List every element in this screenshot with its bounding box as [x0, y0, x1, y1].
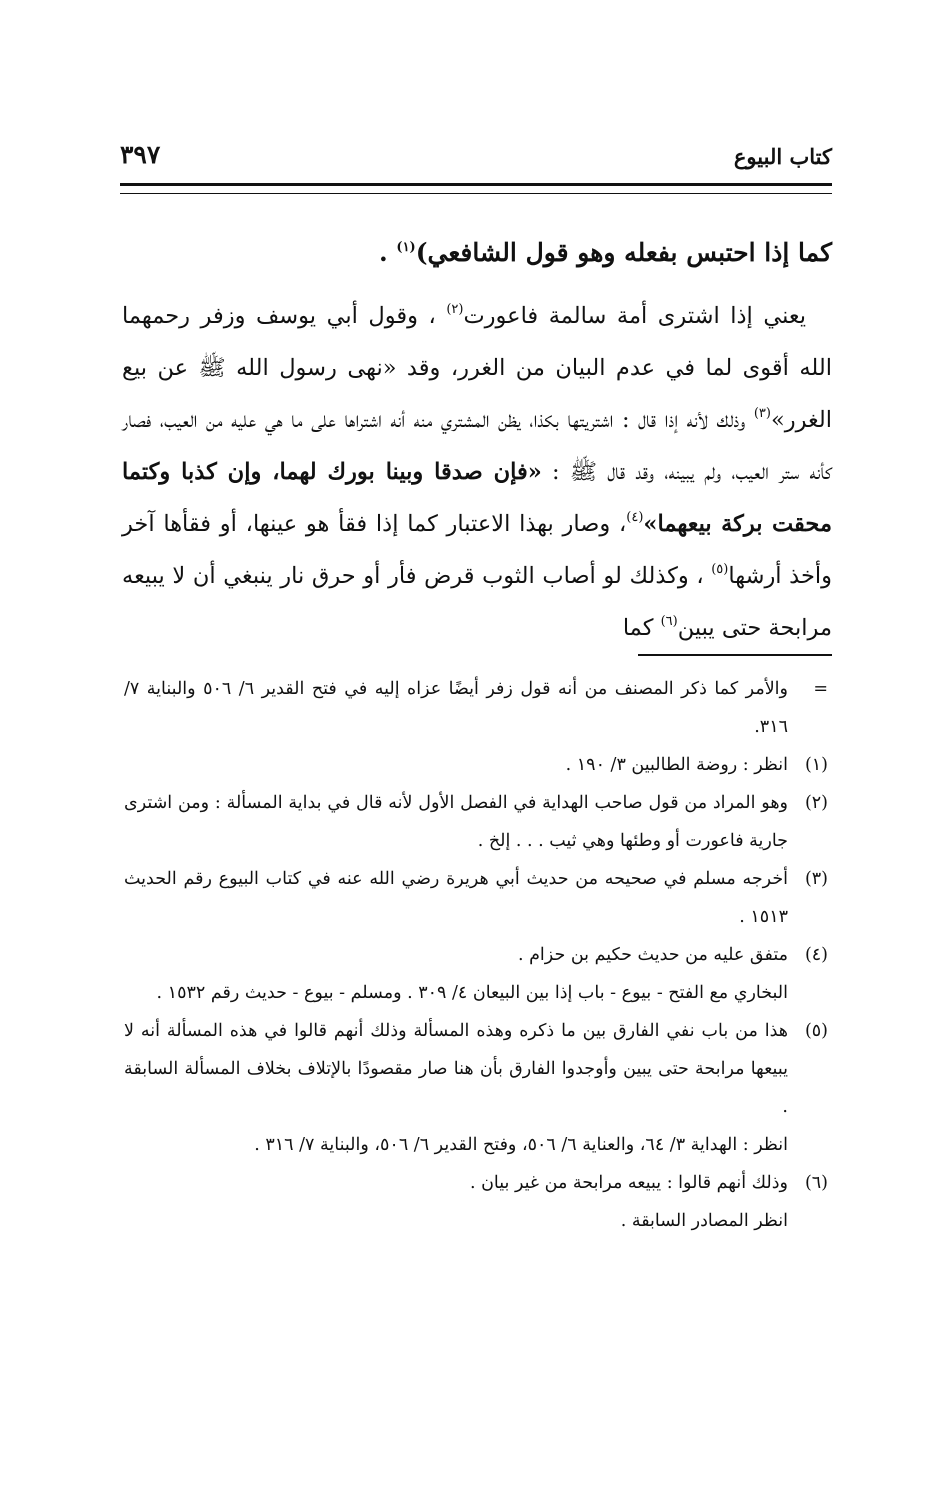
footnote-ref-2: (٢): [446, 302, 464, 317]
footnote-number: (٢): [804, 793, 828, 813]
footnote-number: (٣): [804, 869, 828, 889]
paragraph-part-6: كما: [622, 615, 661, 641]
page-number: ٣٩٧: [120, 140, 161, 169]
footnote-continuation: [124, 670, 828, 746]
footnote-4: [124, 936, 828, 974]
footnote-text: هذا من باب نفي الفارق بين ما ذكره وهذه المسألة وذلك أنهم قالوا في هذه المسألة أنه لا يبيعها مرابحة حتى يبين وأوجدوا الفارق بأن هنا صار مقصودًا بالإتلاف بخلاف المسألة السابقة .: [124, 1021, 788, 1117]
footnote-1: [124, 746, 828, 784]
paragraph-part-2: ، وقول أبي يوسف وزفر رحمهما الله أقوى لما في عدم البيان من الغرر، وقد «نهى رسول الله ﷺ عن بيع الغرر»: [122, 303, 832, 433]
footnote-5-reference: انظر : الهداية ٣/ ٦٤، والعناية ٦/ ٥٠٦، وفتح القدير ٦/ ٥٠٦، والبناية ٧/ ٣١٦ .: [254, 1135, 788, 1155]
footnote-separator: [638, 654, 832, 656]
footnote-5: [124, 1012, 828, 1126]
footnote-text: متفق عليه من حديث حكيم بن حزام .: [517, 945, 788, 965]
paragraph-part-3: وذلك لأنه إذا قال : اشتريتها بكذا، يظن المشتري منه أنه اشتراها على ما هي عليه من العيب، فصار كأنه ستر العيب، ولم يبينه، وقد قال ﷺ :: [122, 407, 832, 485]
footnote-text: انظر : روضة الطالبين ٣/ ١٩٠ .: [565, 755, 788, 775]
footnote-text: وهو المراد من قول صاحب الهداية في الفصل الأول لأنه قال في بداية المسألة : ومن اشترى جارية فاعورت أو وطئها وهي ثيب . . . إلخ .: [124, 793, 788, 851]
footnote-text: والأمر كما ذكر المصنف من أنه قول زفر أيضًا عزاه إليه في فتح القدير ٦/ ٥٠٦ والبناية ٧/ ٣١٦.: [124, 679, 788, 737]
paragraph-part-5: ، وكذلك لو أصاب الثوب قرض فأر أو حرق نار ينبغي أن لا يبيعه مرابحة حتى يبين: [122, 563, 832, 641]
footnote-3: [124, 860, 828, 936]
footnote-text: أخرجه مسلم في صحيحه من حديث أبي هريرة رضي الله عنه في كتاب البيوع رقم الحديث ١٥١٣ .: [124, 869, 788, 927]
page-header: [120, 140, 832, 180]
paragraph-part-4: ، وصار بهذا الاعتبار كما إذا فقأ هو عينها، أو فقأها آخر وأخذ أرشها: [122, 511, 833, 589]
footnote-number: (٤): [804, 945, 828, 965]
footnote-2: [124, 784, 828, 860]
footnote-number: (١): [804, 755, 828, 775]
paragraph-part-1: يعني إذا اشترى أمة سالمة فاعورت: [463, 303, 806, 329]
continuation-marker: =: [813, 679, 828, 699]
matn-heading: [122, 226, 832, 280]
footnote-number: (٥): [804, 1021, 828, 1041]
footnotes-section: [124, 670, 828, 1240]
footnote-ref-3: (٣): [753, 406, 771, 421]
footnote-ref-5: (٥): [711, 562, 729, 577]
commentary-paragraph: [122, 290, 832, 654]
matn-heading-text: كما إذا احتبس بفعله وهو قول الشافعي): [415, 238, 832, 267]
hadith-quote: «فإن صدقا وبينا بورك لهما، وإن كذبا وكتما محقت بركة بيعهما»: [122, 459, 833, 537]
footnote-text: وذلك أنهم قالوا : يبيعه مرابحة من غير بيان .: [469, 1173, 788, 1193]
footnote-ref-4: (٤): [626, 510, 644, 525]
footnote-6: [124, 1164, 828, 1202]
footnote-number: (٦): [804, 1173, 828, 1193]
footnote-ref-1: (١): [396, 240, 416, 255]
main-text: [122, 226, 832, 654]
header-rule: [120, 183, 832, 194]
footnote-4-reference: البخاري مع الفتح - بيوع - باب إذا بين البيعان ٤/ ٣٠٩ . ومسلم - بيوع - حديث رقم ١٥٣٢ .: [156, 983, 788, 1003]
matn-heading-end: .: [378, 238, 397, 267]
footnote-ref-6: (٦): [660, 614, 678, 629]
footnote-6-reference: انظر المصادر السابقة .: [620, 1211, 788, 1231]
running-title: كتاب البيوع: [733, 144, 832, 169]
